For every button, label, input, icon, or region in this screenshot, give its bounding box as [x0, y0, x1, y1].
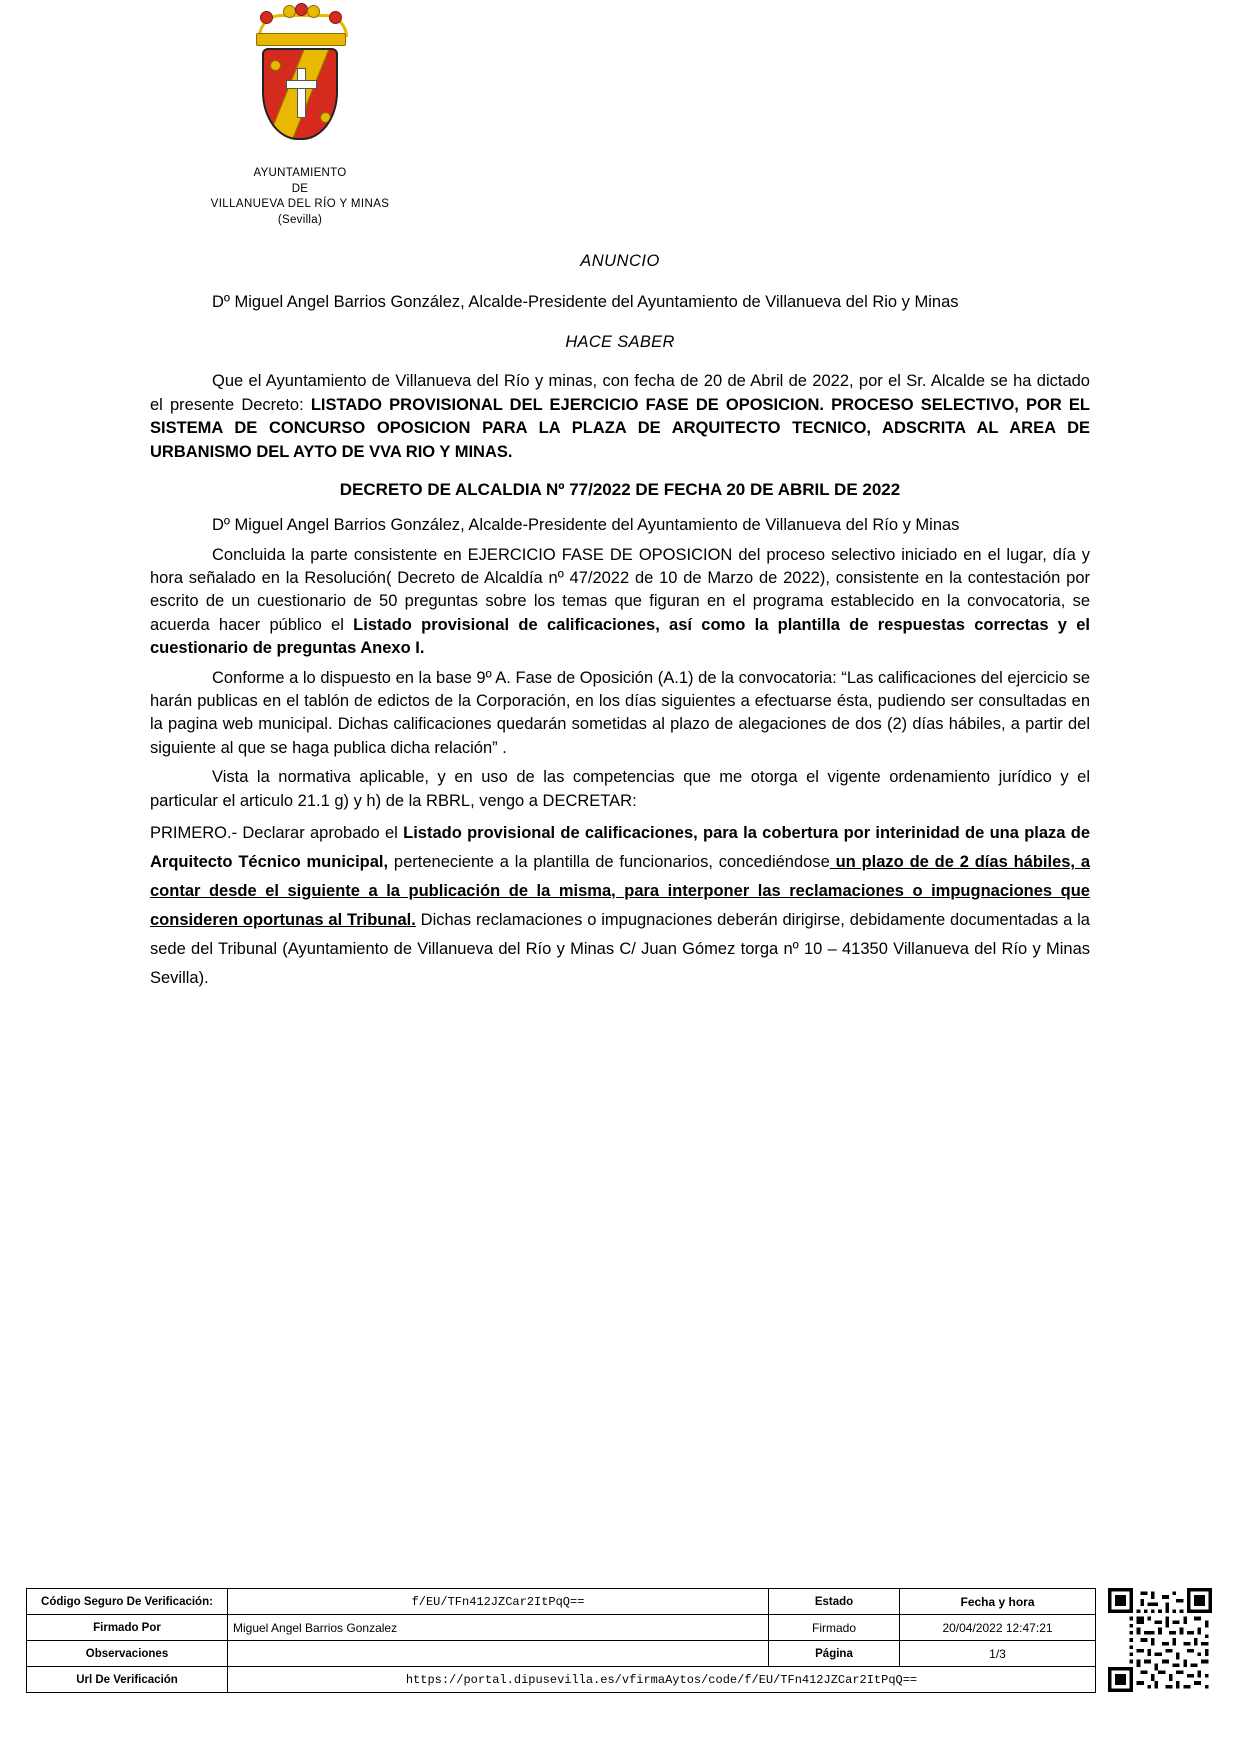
table-row [27, 1589, 1096, 1615]
pagina-label: Página [769, 1641, 900, 1667]
shield-icon [262, 48, 338, 140]
url-verificacion-label: Url De Verificación [27, 1667, 228, 1693]
verification-footer [26, 1588, 1216, 1693]
concluida-bold: Listado provisional de calificaciones, así como la plantilla de respuestas correctas y el cuestionario de preguntas Anexo I. [150, 615, 1090, 658]
observaciones-label: Observaciones [27, 1641, 228, 1667]
csv-value: f/EU/TFn412JZCar2ItPqQ== [228, 1589, 769, 1615]
primero-paragraph [150, 819, 1090, 992]
letterhead-line-2: DE [291, 182, 309, 195]
letterhead-text [150, 166, 450, 228]
hace-saber-heading: HACE SABER [565, 332, 675, 351]
intro-paragraph-2: Dº Miguel Angel Barrios González, Alcalde-Presidente del Ayuntamiento de Villanueva del Río y Minas [212, 516, 960, 535]
table-row [27, 1667, 1096, 1693]
url-verificacion-value[interactable]: https://portal.dipusevilla.es/vfirmaAytos/code/f/EU/TFn412JZCar2ItPqQ== [228, 1667, 1096, 1693]
decreto-paragraph [150, 370, 1090, 464]
verification-table [26, 1588, 1096, 1693]
qr-code-icon [1108, 1588, 1212, 1692]
table-row [27, 1641, 1096, 1667]
vista-paragraph: Vista la normativa aplicable, y en uso de las competencias que me otorga el vigente ordenamiento jurídico y el particular el articulo 21.1 g) y h) de la RBRL, vengo a DECRETAR: [150, 768, 1090, 810]
estado-value: Firmado [769, 1615, 900, 1641]
primero-lead: PRIMERO.- Declarar aprobado el [150, 824, 404, 843]
letterhead-line-1: AYUNTAMIENTO [253, 167, 347, 179]
decreto-title-bold: LISTADO PROVISIONAL DEL EJERCICIO FASE DE OPOSICION. PROCESO SELECTIVO, POR EL SISTEMA DE CONCURSO OPOSICION PARA LA PLAZA DE ARQUITECTO TECNICO, ADSCRITA AL AREA DE URBANISMO DEL AYTO DE VVA RIO Y MINAS. [150, 395, 1090, 461]
pagina-value: 1/3 [900, 1641, 1096, 1667]
fecha-hora-value: 20/04/2022 12:47:21 [900, 1615, 1096, 1641]
letterhead-line-4: (Sevilla) [277, 213, 323, 226]
primero-bold: Listado provisional de calificaciones, para la cobertura por interinidad de una plaza de Arquitecto Técnico municipal, [150, 824, 1090, 872]
firmado-por-label: Firmado Por [27, 1615, 228, 1641]
csv-label: Código Seguro De Verificación: [27, 1589, 228, 1615]
letterhead-line-3: VILLANUEVA DEL RÍO Y MINAS [210, 198, 390, 211]
letterhead [150, 10, 450, 228]
estado-label: Estado [769, 1589, 900, 1615]
document-body [150, 250, 1090, 998]
primero-tail: Dichas reclamaciones o impugnaciones deberán dirigirse, debidamente documentadas a la sede del Tribunal (Ayuntamiento de Villanueva del Río y Minas C/ Juan Gómez torga nº 10 – 41350 Villanueva del Río y Minas Sevilla). [150, 910, 1090, 987]
fecha-hora-label: Fecha y hora [900, 1589, 1096, 1615]
decreto-lead: Que el Ayuntamiento de Villanueva del Río y minas, con fecha de 20 de Abril de 2022, por el Sr. Alcalde se ha dictado el presente Decreto: [150, 372, 1090, 414]
intro-paragraph: Dº Miguel Angel Barrios González, Alcalde-Presidente del Ayuntamiento de Villanueva del Rio y Minas [212, 293, 959, 312]
decreto-alcaldia-heading: DECRETO DE ALCALDIA Nº 77/2022 DE FECHA 20 DE ABRIL DE 2022 [339, 479, 901, 499]
conforme-paragraph: Conforme a lo dispuesto en la base 9º A. Fase de Oposición (A.1) de la convocatoria: “Las calificaciones del ejercicio se harán publicas en el tablón de edictos de la Corporación, en los días siguientes a efectuarse ésta, pudiendo ser consultadas en la pagina web municipal. Dichas calificaciones quedarán sometidas al plazo de alegaciones de dos (2) días hábiles, a partir del siguiente al que se haga publica dicha relación” . [150, 668, 1090, 757]
anuncio-title: ANUNCIO [580, 252, 660, 270]
concluida-paragraph [150, 544, 1090, 661]
coat-of-arms-icon [245, 10, 355, 160]
concluida-text: Concluida la parte consistente en EJERCICIO FASE DE OPOSICION del proceso selectivo iniciado en el lugar, día y hora señalado en la Resolución( Decreto de Alcaldía nº 47/2022 de 10 de Marzo de 2022), consistente en la contestación por escrito de un cuestionario de 50 preguntas sobre los temas que figuran en el programa establecido en la convocatoria, se acuerda hacer público el [150, 545, 1090, 634]
crown-icon [252, 10, 348, 46]
firmado-por-value: Miguel Angel Barrios Gonzalez [228, 1615, 769, 1641]
table-row [27, 1615, 1096, 1641]
observaciones-value [228, 1641, 769, 1667]
primero-underline: un plazo de de 2 días hábiles, a contar desde el siguiente a la publicación de la misma, para interponer las reclamaciones o impugnaciones que consideren oportunas al Tribunal. [150, 853, 1091, 929]
primero-mid: perteneciente a la plantilla de funcionarios, concediéndose [388, 853, 830, 872]
